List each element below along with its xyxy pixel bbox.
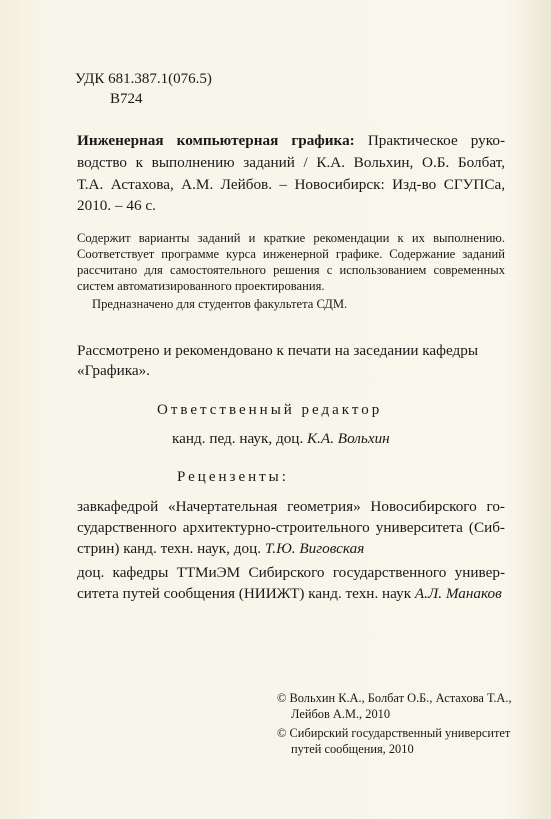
reviewer-1-line-2: сударственного архитектурно-строительного университета (Сиб- <box>77 519 505 536</box>
editor-degree: канд. пед. наук, доц. <box>172 430 304 447</box>
book-description-line-2: водство к выполнению заданий / К.А. Вольхин, О.Б. Болбат, <box>77 154 505 171</box>
author-mark: В724 <box>110 91 143 107</box>
intended-audience: Предназначено для студентов факультета СДМ. <box>92 297 348 311</box>
reviewer-2-degree: ситета путей сообщения (НИИЖТ) канд. техн. наук <box>77 585 412 602</box>
reviewer-1-name: Т.Ю. Виговская <box>264 540 365 557</box>
reviewer-1-line-3 <box>77 538 505 559</box>
annotation-line-1: Содержит варианты заданий и краткие рекомендации к их выполнению. <box>77 231 505 245</box>
copyright-authors-line-1: © Вольхин К.А., Болбат О.Б., Астахова Т.А., <box>277 691 512 705</box>
reviewers-heading: Рецензенты: <box>177 469 289 485</box>
copyright-university-line-1: © Сибирский государственный университет <box>277 726 511 740</box>
approval-line-2: «Графика». <box>77 362 150 379</box>
editor-heading: Ответственный редактор <box>157 402 383 418</box>
reviewer-2-line-1: доц. кафедры ТТМиЭМ Сибирского государственного универ- <box>77 564 505 581</box>
udk-code: УДК 681.387.1(076.5) <box>75 71 212 87</box>
copyright-authors-line-2: Лейбов А.М., 2010 <box>291 707 391 721</box>
approval-line-1: Рассмотрено и рекомендовано к печати на заседании кафедры <box>77 342 479 359</box>
book-description-line-1 <box>77 130 505 151</box>
reviewer-2-line-2 <box>77 583 505 604</box>
editor-name: К.А. Вольхин <box>307 430 390 447</box>
reviewer-1-degree: стрин) канд. техн. наук, доц. <box>77 540 262 557</box>
book-title: Инженерная компьютерная графика: <box>77 132 355 149</box>
book-description-line-4: 2010. – 46 с. <box>77 197 156 214</box>
annotation-line-3: рассчитано для самостоятельного решения с использованием современных <box>77 263 505 277</box>
annotation-line-2: Соответствует программе курса инженерной графике. Содержание заданий <box>77 247 505 261</box>
reviewer-1-line-1: завкафедрой «Начертательная геометрия» Новосибирского го- <box>77 498 505 515</box>
annotation-line-4: систем автоматизированного проектирования. <box>77 279 325 293</box>
copyright-university-line-2: путей сообщения, 2010 <box>291 742 414 756</box>
book-subtitle: Практическое руко- <box>367 132 505 149</box>
book-description-line-3: Т.А. Астахова, А.М. Лейбов. – Новосибирск: Изд-во СГУПСа, <box>77 176 505 193</box>
reviewer-2-name: А.Л. Манаков <box>414 585 502 602</box>
editor-info <box>172 428 390 449</box>
